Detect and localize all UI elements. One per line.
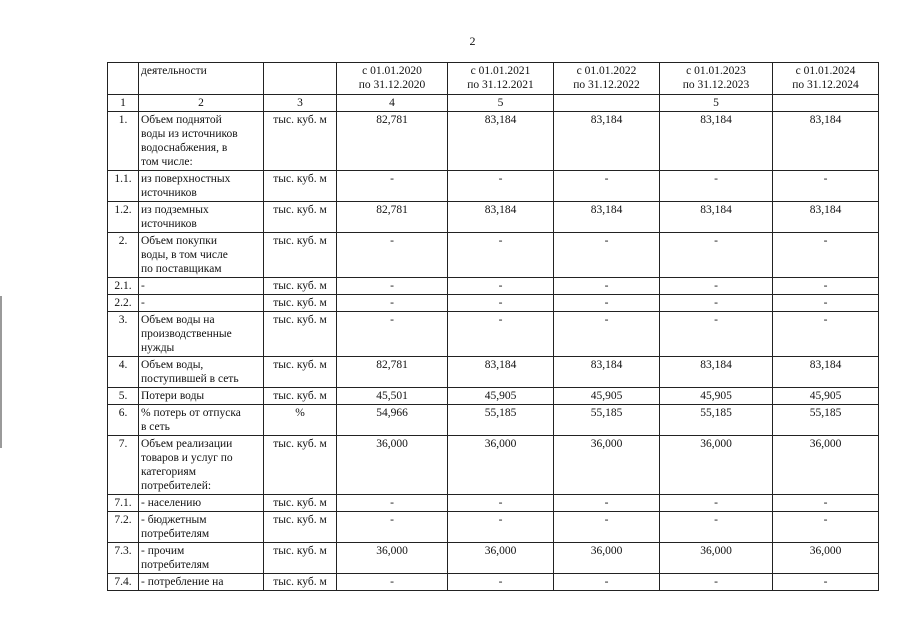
row-value-cell: 36,000 <box>773 543 879 574</box>
row-value-cell: - <box>773 171 879 202</box>
row-value-cell: - <box>337 512 448 543</box>
row-value-cell: 36,000 <box>448 543 554 574</box>
row-value-cell: - <box>448 512 554 543</box>
row-label-cell: Объем поднятой воды из источников водоснабжения, в том числе: <box>139 112 264 171</box>
row-label-cell: % потерь от отпуска в сеть <box>139 405 264 436</box>
row-label-cell: - <box>139 278 264 295</box>
row-value-cell: 55,185 <box>773 405 879 436</box>
row-value-cell: - <box>773 512 879 543</box>
table-row <box>108 171 879 202</box>
row-value-cell: 55,185 <box>660 405 773 436</box>
row-value-cell: - <box>660 495 773 512</box>
colnum-cell: 5 <box>448 95 554 112</box>
row-unit-cell: тыс. куб. м <box>264 295 337 312</box>
row-value-cell: 36,000 <box>554 436 660 495</box>
row-value-cell: 83,184 <box>554 202 660 233</box>
row-value-cell: - <box>337 233 448 278</box>
row-value-cell: 45,905 <box>554 388 660 405</box>
table-row <box>108 357 879 388</box>
colnum-cell <box>554 95 660 112</box>
row-label-cell: Объем воды, поступившей в сеть <box>139 357 264 388</box>
row-label-cell: Объем воды на производственные нужды <box>139 312 264 357</box>
row-value-cell: - <box>554 278 660 295</box>
table-row <box>108 278 879 295</box>
row-value-cell: - <box>337 278 448 295</box>
row-value-cell: 83,184 <box>773 202 879 233</box>
row-number-cell: 7.3. <box>108 543 139 574</box>
row-unit-cell: тыс. куб. м <box>264 436 337 495</box>
row-value-cell: - <box>554 495 660 512</box>
row-label-cell: из подземных источников <box>139 202 264 233</box>
header-period-2020: с 01.01.2020 по 31.12.2020 <box>337 63 448 95</box>
row-value-cell: 83,184 <box>554 357 660 388</box>
row-number-cell: 6. <box>108 405 139 436</box>
row-value-cell: - <box>554 233 660 278</box>
table-row <box>108 233 879 278</box>
row-value-cell: 83,184 <box>660 112 773 171</box>
row-unit-cell: тыс. куб. м <box>264 357 337 388</box>
row-number-cell: 7.1. <box>108 495 139 512</box>
row-unit-cell: тыс. куб. м <box>264 512 337 543</box>
row-unit-cell: тыс. куб. м <box>264 278 337 295</box>
table-row <box>108 312 879 357</box>
row-value-cell: 36,000 <box>554 543 660 574</box>
row-number-cell: 1. <box>108 112 139 171</box>
row-value-cell: - <box>337 574 448 591</box>
row-value-cell: - <box>554 574 660 591</box>
row-value-cell: - <box>554 295 660 312</box>
row-number-cell: 2.2. <box>108 295 139 312</box>
water-balance-table <box>107 62 879 591</box>
row-value-cell: - <box>554 512 660 543</box>
row-value-cell: 83,184 <box>660 202 773 233</box>
row-value-cell: 82,781 <box>337 202 448 233</box>
row-value-cell: 36,000 <box>337 543 448 574</box>
row-label-cell: из поверхностных источников <box>139 171 264 202</box>
header-period-2024: с 01.01.2024 по 31.12.2024 <box>773 63 879 95</box>
row-label-cell: - потребление на <box>139 574 264 591</box>
row-value-cell: 83,184 <box>773 357 879 388</box>
table-row <box>108 295 879 312</box>
row-label-cell: - населению <box>139 495 264 512</box>
row-unit-cell: тыс. куб. м <box>264 233 337 278</box>
row-value-cell: 36,000 <box>660 543 773 574</box>
colnum-cell: 5 <box>660 95 773 112</box>
row-value-cell: - <box>660 278 773 295</box>
header-period-2022: с 01.01.2022 по 31.12.2022 <box>554 63 660 95</box>
row-value-cell: - <box>448 233 554 278</box>
table-row <box>108 436 879 495</box>
colnum-cell: 4 <box>337 95 448 112</box>
row-value-cell: 36,000 <box>448 436 554 495</box>
row-value-cell: - <box>448 278 554 295</box>
colnum-cell: 1 <box>108 95 139 112</box>
row-value-cell: - <box>660 233 773 278</box>
row-unit-cell: тыс. куб. м <box>264 574 337 591</box>
row-value-cell: - <box>773 295 879 312</box>
row-value-cell: - <box>660 574 773 591</box>
row-value-cell: - <box>773 495 879 512</box>
row-value-cell: 82,781 <box>337 112 448 171</box>
row-unit-cell: % <box>264 405 337 436</box>
row-value-cell: 45,905 <box>773 388 879 405</box>
header-period-2021: с 01.01.2021 по 31.12.2021 <box>448 63 554 95</box>
row-value-cell: 82,781 <box>337 357 448 388</box>
row-number-cell: 3. <box>108 312 139 357</box>
row-value-cell: 83,184 <box>773 112 879 171</box>
row-number-cell: 7.4. <box>108 574 139 591</box>
row-label-cell: - <box>139 295 264 312</box>
row-label-cell: Объем покупки воды, в том числе по поставщикам <box>139 233 264 278</box>
table-row <box>108 405 879 436</box>
row-value-cell: 83,184 <box>448 357 554 388</box>
row-value-cell: - <box>448 295 554 312</box>
page-number: 2 <box>469 34 476 48</box>
row-value-cell: 83,184 <box>448 112 554 171</box>
scan-edge-mark <box>0 296 2 448</box>
row-label-cell: Объем реализации товаров и услуг по категориям потребителей: <box>139 436 264 495</box>
colnum-cell: 2 <box>139 95 264 112</box>
row-value-cell: - <box>773 312 879 357</box>
row-value-cell: - <box>448 574 554 591</box>
row-unit-cell: тыс. куб. м <box>264 312 337 357</box>
row-number-cell: 7. <box>108 436 139 495</box>
row-value-cell: - <box>773 233 879 278</box>
row-value-cell: - <box>660 295 773 312</box>
row-value-cell: - <box>773 574 879 591</box>
row-value-cell: 45,501 <box>337 388 448 405</box>
row-value-cell: 83,184 <box>554 112 660 171</box>
table-row <box>108 512 879 543</box>
row-value-cell: 45,905 <box>660 388 773 405</box>
row-value-cell: 36,000 <box>660 436 773 495</box>
colnum-cell: 3 <box>264 95 337 112</box>
row-value-cell: 55,185 <box>554 405 660 436</box>
table-row <box>108 543 879 574</box>
table-row <box>108 388 879 405</box>
header-cell-activity: деятельности <box>139 63 264 95</box>
table-row <box>108 202 879 233</box>
row-unit-cell: тыс. куб. м <box>264 388 337 405</box>
row-label-cell: Потери воды <box>139 388 264 405</box>
header-cell-num <box>108 63 139 95</box>
row-value-cell: - <box>337 171 448 202</box>
row-value-cell: 36,000 <box>773 436 879 495</box>
header-period-2023: с 01.01.2023 по 31.12.2023 <box>660 63 773 95</box>
colnum-cell <box>773 95 879 112</box>
row-unit-cell: тыс. куб. м <box>264 112 337 171</box>
row-value-cell: - <box>448 495 554 512</box>
row-value-cell: 45,905 <box>448 388 554 405</box>
row-unit-cell: тыс. куб. м <box>264 495 337 512</box>
row-value-cell: 54,966 <box>337 405 448 436</box>
row-value-cell: - <box>448 171 554 202</box>
row-label-cell: - бюджетным потребителям <box>139 512 264 543</box>
row-value-cell: 83,184 <box>660 357 773 388</box>
row-value-cell: - <box>337 495 448 512</box>
row-unit-cell: тыс. куб. м <box>264 171 337 202</box>
row-number-cell: 1.2. <box>108 202 139 233</box>
row-number-cell: 1.1. <box>108 171 139 202</box>
row-value-cell: - <box>448 312 554 357</box>
row-number-cell: 4. <box>108 357 139 388</box>
row-value-cell: - <box>337 295 448 312</box>
row-value-cell: - <box>773 278 879 295</box>
row-value-cell: 83,184 <box>448 202 554 233</box>
row-value-cell: - <box>660 312 773 357</box>
row-value-cell: - <box>660 171 773 202</box>
table-row <box>108 495 879 512</box>
row-value-cell: - <box>554 312 660 357</box>
table-row <box>108 112 879 171</box>
row-number-cell: 2. <box>108 233 139 278</box>
row-number-cell: 2.1. <box>108 278 139 295</box>
table-row <box>108 574 879 591</box>
row-number-cell: 5. <box>108 388 139 405</box>
row-number-cell: 7.2. <box>108 512 139 543</box>
row-label-cell: - прочим потребителям <box>139 543 264 574</box>
column-number-row <box>108 95 879 112</box>
row-value-cell: - <box>337 312 448 357</box>
row-value-cell: 36,000 <box>337 436 448 495</box>
header-cell-unit <box>264 63 337 95</box>
header-row <box>108 63 879 95</box>
row-unit-cell: тыс. куб. м <box>264 543 337 574</box>
row-value-cell: 55,185 <box>448 405 554 436</box>
row-unit-cell: тыс. куб. м <box>264 202 337 233</box>
row-value-cell: - <box>554 171 660 202</box>
row-value-cell: - <box>660 512 773 543</box>
